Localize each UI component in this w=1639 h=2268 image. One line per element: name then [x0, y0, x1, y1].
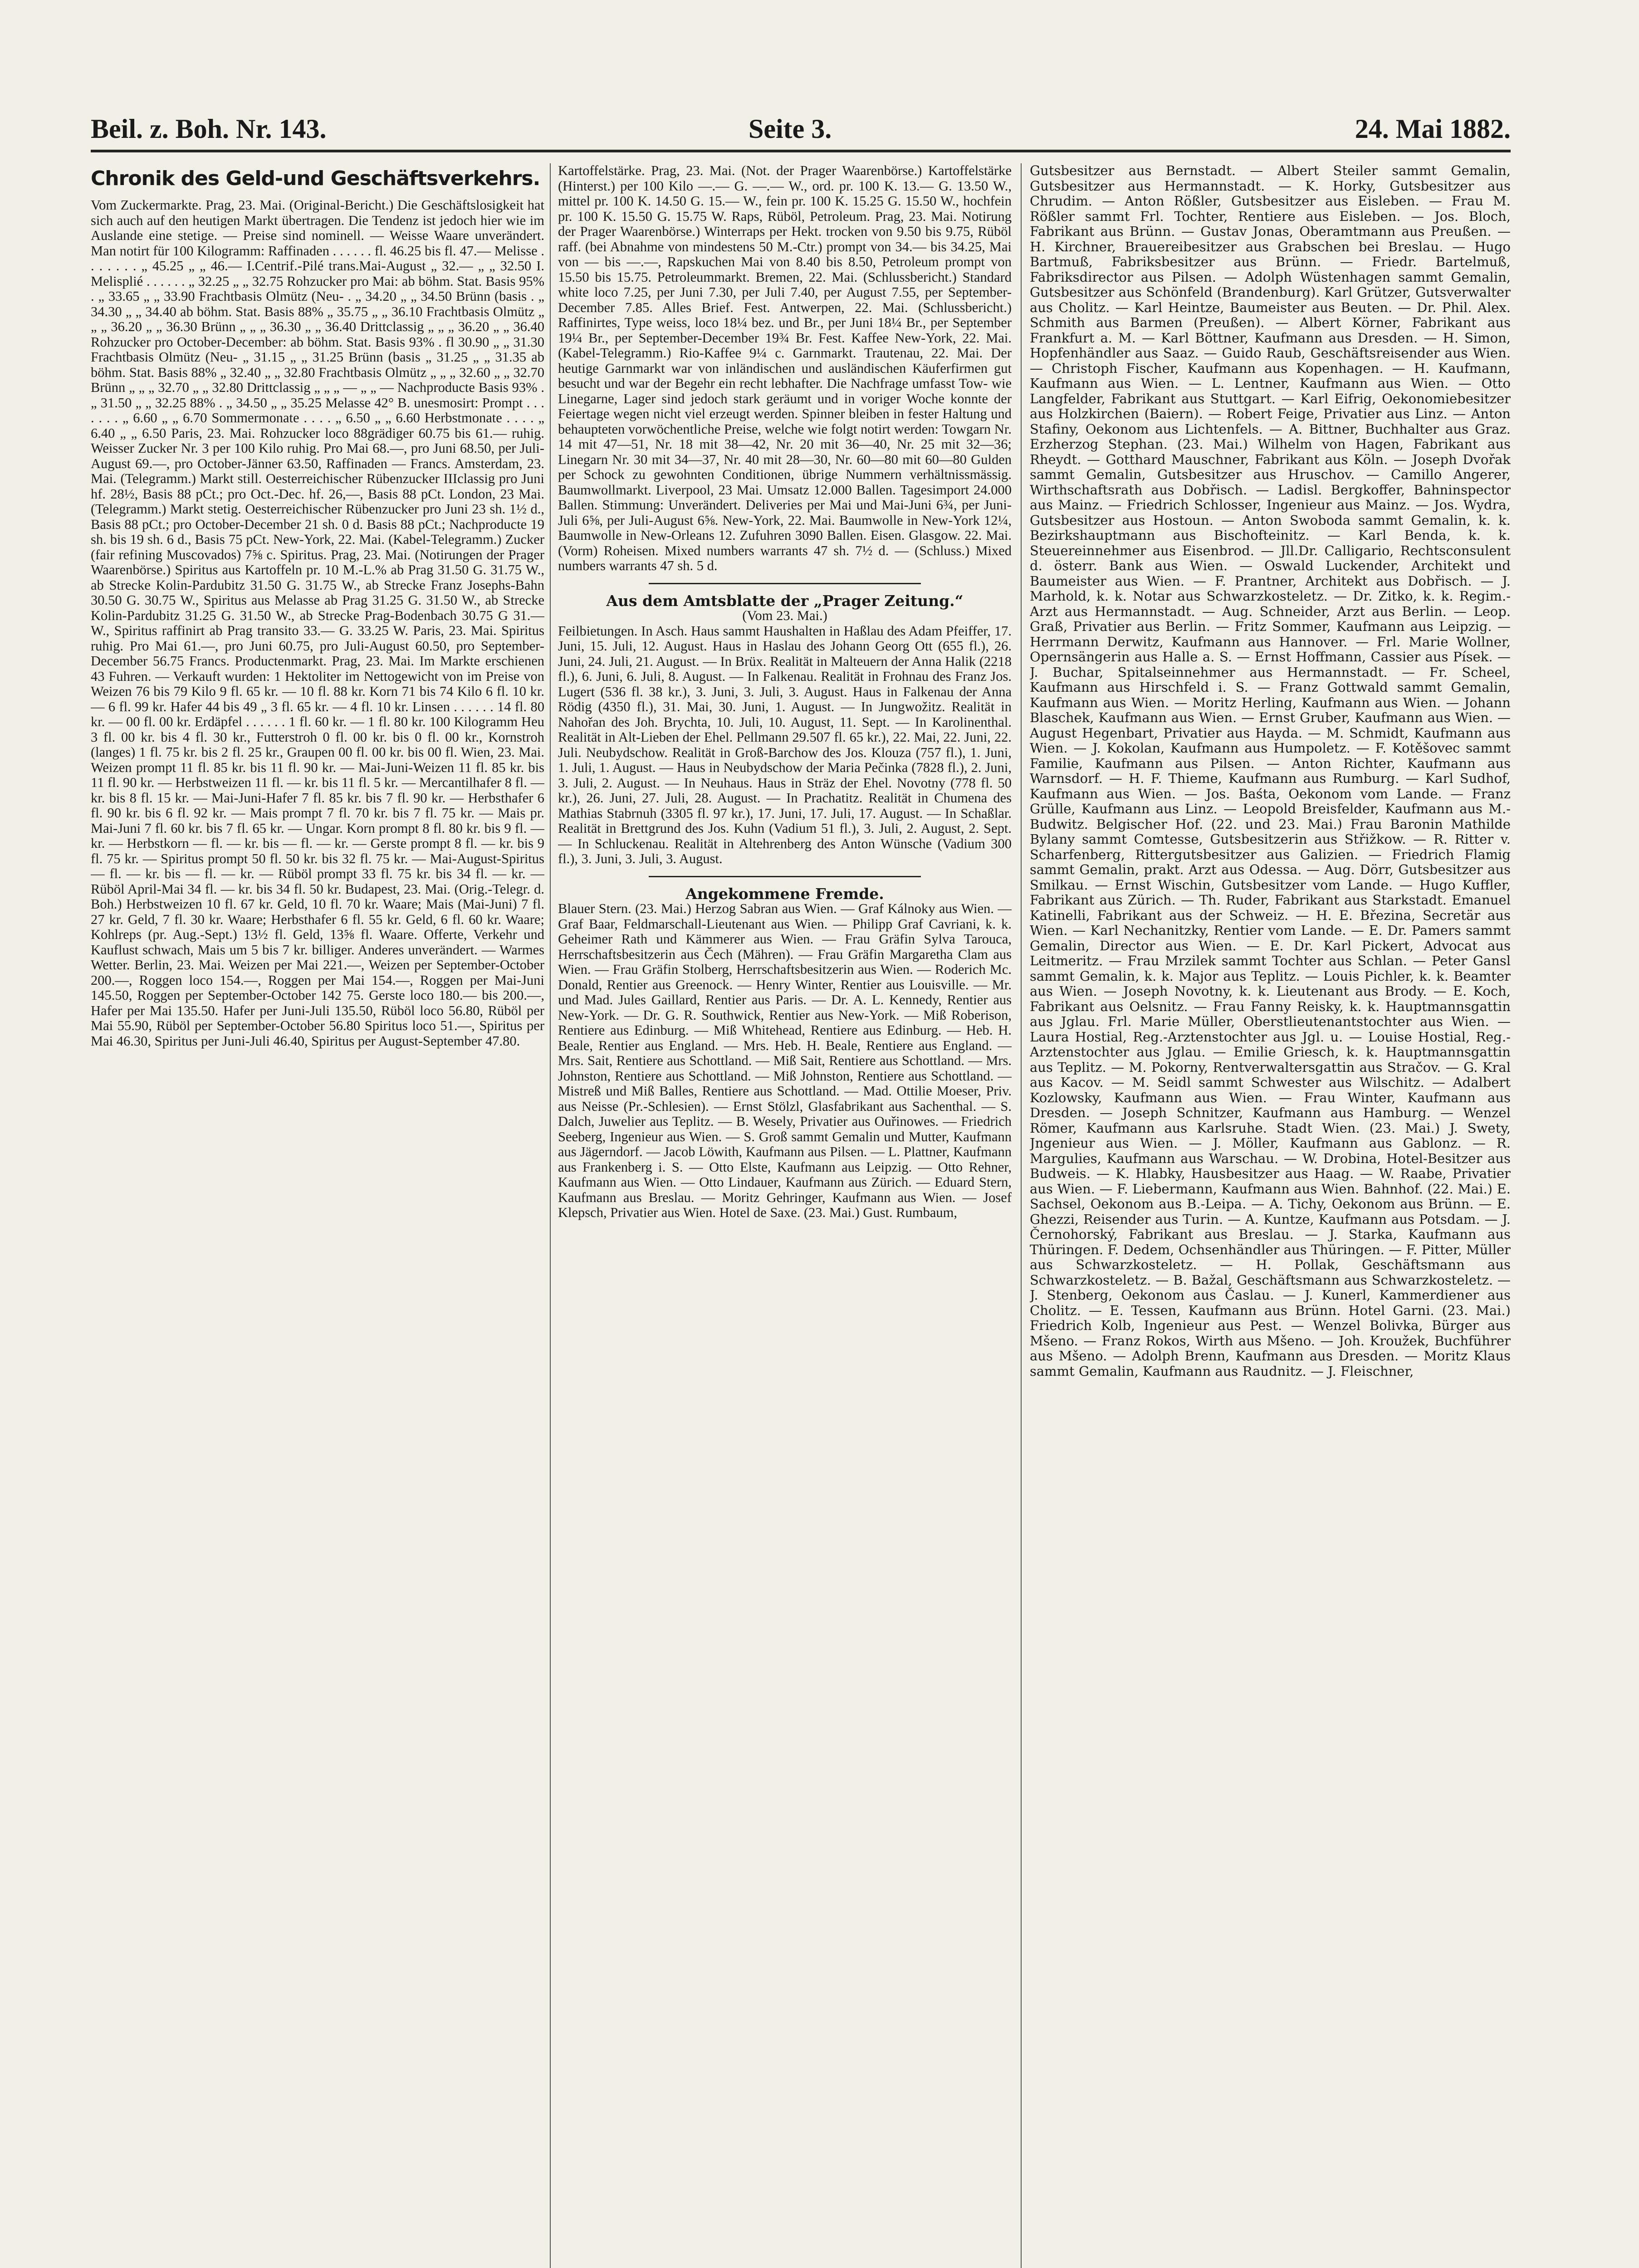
arrivals-continued-text: Gutsbesitzer aus Bernstadt. — Albert Steiler sammt Gemalin, Gutsbesitzer aus Hermannstadt. — K. Horky, Gutsbesitzer aus Chrudim. — Anton Rößler, Gutsbesitzer aus Eisleben. — Frau M. Rößler sammt Frl. Tochter, Rentiere aus Eisleben. — Jos. Bloch, Fabrikant aus Brünn. — Gustav Jonas, Oberamtmann aus Preußen. — H. Kirchner, Brauereibesitzer aus Grabschen bei Breslau. — Hugo Bartmuß, Fabriksbesitzer aus Brünn. — Friedr. Bartelmuß, Fabriksdirector aus Pilsen. — Adolph Wüstenhagen sammt Gemalin, Gutsbesitzer aus Schönfeld (Brandenburg). Karl Grützer, Gutsverwalter aus Cholitz. — Karl Heintze, Baumeister aus Beuten. — Dr. Phil. Alex. Schmith aus Barmen (Preußen). — Albert Körner, Fabrikant aus Frankfurt a. M. — Karl Böttner, Kaufmann aus Dresden. — H. Simon, Hopfenhändler aus Saaz. — Guido Raub, Geschäftsreisender aus Wien. — Christoph Fischer, Kaufmann aus Kopenhagen. — H. Kaufmann, Kaufmann aus Wien. — L. Lentner, Kaufmann aus Wien. — Otto Langfelder, Fabrikant aus Stuttgart. — Karl Eifrig, Oekonomiebesitzer aus Holzkirchen (Baiern). — Robert Feige, Privatier aus Linz. — Anton Stafiny, Oekonom aus Lichtenfels. — A. Bittner, Buchhalter aus Graz. Erzherzog Stephan. (23. Mai.) Wilhelm von Hagen, Fabrikant aus Rheydt. — Gotthard Mauschner, Fabrikant aus Köln. — Joseph Dvořak sammt Gemalin, Gutsbesitzer aus Hruschov. — Camillo Angerer, Wirthschaftsrath aus Dobřisch. — Ladisl. Bergkoffer, Bahninspector aus Mainz. — Friedrich Schlosser, Ingenieur aus Mainz. — Jos. Wydra, Gutsbesitzer aus Hostoun. — Anton Swoboda sammt Gemalin, k. k. Bezirkshauptmann aus Bischofteinitz. — Karl Benda, k. k. Steuereinnehmer aus Eisenbrod. — Jll.Dr. Calligario, Rechtsconsulent d. österr. Bank aus Wien. — Oswald Luckender, Architekt und Baumeister aus Wien. — F. Prantner, Architekt aus Dobřisch. — J. Marhold, k. k. Notar aus Schwarzkosteletz. — Dr. Zitko, k. k. Regim.-Arzt aus Hermannstadt. — Aug. Schneider, Arzt aus Berlin. — Leop. Graß, Privatier aus Berlin. — Fritz Sommer, Kaufmann aus Leipzig. — Herrmann Derwitz, Kaufmann aus Hannover. — Frl. Marie Wollner, Opernsängerin aus Halle a. S. — Ernst Hoffmann, Cassier aus Písek. — J. Buchar, Spitalseinnehmer aus Hermannstadt. — Fr. Scheel, Kaufmann aus Hirschfeld i. S. — Franz Gottwald sammt Gemalin, Kaufmann aus Wien. — Moritz Herling, Kaufmann aus Wien. — Johann Blaschek, Kaufmann aus Wien. — Ernst Gruber, Kaufmann aus Wien. — August Hegenbart, Privatier aus Hayda. — M. Schmidt, Kaufmann aus Wien. — J. Kokolan, Kaufmann aus Humpoletz. — F. Kotěšovec sammt Familie, Kaufmann aus Pilsen. — Anton Richter, Kaufmann aus Warnsdorf. — H. F. Thieme, Kaufmann aus Rumburg. — Karl Sudhof, Kaufmann aus Wien. — Jos. Baśta, Oekonom vom Lande. — Franz Grülle, Kaufmann aus Linz. — Leopold Breisfelder, Kaufmann aus M.-Budwitz. Belgischer Hof. (22. und 23. Mai.) Frau Baronin Mathilde Bylany sammt Comtesse, Gutsbesitzerin aus Střižkow. — R. Ritter v. Scharfenberg, Rittergutsbesitzer aus Galizien. — Friedrich Flamig sammt Gemalin, prakt. Arzt aus Odessa. — Aug. Dörr, Gutsbesitzer aus Smilkau. — Ernst Wischin, Gutsbesitzer vom Lande. — Hugo Kuffler, Fabrikant aus Zürich. — Th. Ruder, Fabrikant aus Starkstadt. Emanuel Katinelli, Fabrikant aus der Schweiz. — H. E. Březina, Secretär aus Wien. — Karl Nechanitzky, Rentier vom Lande. — E. Dr. Pamers sammt Gemalin, Director aus Wien. — E. Dr. Karl Pickert, Advocat aus Leitmeritz. — Frau Mrzilek sammt Tochter aus Schlan. — Peter Gansl sammt Gemalin, k. k. Major aus Teplitz. — Louis Pichler, k. k. Beamter aus Wien. — Joseph Novotny, k. k. Lieutenant aus Brody. — E. Koch, Fabrikant aus Oelsnitz. — Frau Fanny Reisky, k. k. Hauptmannsgattin aus Jglau. Frl. Marie Müller, Oberstlieutenantstochter aus Wien. — Laura Hostial, Reg.-Arztenstochter aus Jgl. u. — Louise Hostial, Reg.-Arztenstochter aus Jglau. — Emilie Griesch, k. k. Hauptmannsgattin aus Teplitz. — M. Pokorny, Rentverwaltersgattin aus Stračov. — G. Kral aus Kacov. — M. Seidl sammt Schwester aus Wilschitz. — Adalbert Kozlowsky, Kaufmann aus Wien. — Frau Winter, Kaufmann aus Dresden. — Joseph Schnitzer, Kaufmann aus Hamburg. — Wenzel Römer, Kaufmann aus Karlsruhe. Stadt Wien. (23. Mai.) J. Swety, Jngenieur aus Wien. — J. Möller, Kaufmann aus Gablonz. — R. Margulies, Kaufmann aus Warschau. — W. Drobina, Hotel-Besitzer aus Budweis. — K. Hlabky, Hausbesitzer aus Haag. — W. Raabe, Privatier aus Wien. — F. Liebermann, Kaufmann aus Wien. Bahnhof. (22. Mai.) E. Sachsel, Oekonom aus B.-Leipa. — A. Tichy, Oekonom aus Brünn. — E. Ghezzi, Reisender aus Turin. — A. Kuntze, Kaufmann aus Potsdam. — J. Černohorský, Fabrikant aus Breslau. — J. Starka, Kaufmann aus Thüringen. F. Dedem, Ochsenhändler aus Thüringen. — F. Pitter, Müller aus Schwarzkosteletz. — H. Pollak, Geschäftsmann aus Schwarzkosteletz. — B. Bažal, Geschäftsmann aus Schwarzkosteletz. — J. Stenberg, Oekonom aus Časlau. — J. Kunerl, Kammerdiener aus Cholitz. — E. Tessen, Kaufmann aus Brünn. Hotel Garni. (23. Mai.) Friedrich Kolb, Ingenieur aus Pest. — Wenzel Bolivka, Bürger aus Mšeno. — Franz Rokos, Wirth aus Mšeno. — Joh. Kroužek, Buchführer aus Mšeno. — Adolph Brenn, Kaufmann aus Dresden. — Moritz Klaus sammt Gemalin, Kaufmann aus Raudnitz. — J. Fleischner,: [1030, 163, 1511, 1379]
header-page-number: Seite 3.: [749, 114, 832, 144]
column-arrivals-continued: [1030, 163, 1511, 2268]
header-rule: [91, 150, 1511, 152]
commodity-reports-text: Kartoffelstärke. Prag, 23. Mai. (Not. der Prager Waarenbörse.) Kartoffelstärke (Hinterst.) per 100 Kilo —.— G. —.— W., ord. pr. 100 K. 13.— G. 13.50 W., mittel pr. 100 K. 14.50 G. 15.— W., fein pr. 100 K. 15.25 G. 15.50 W., hochfein pr. 100 K. 15.50 G. 15.75 W. Raps, Rüböl, Petroleum. Prag, 23. Mai. Notirung der Prager Waarenbörse.) Winterraps per Hekt. trocken von 9.50 bis 9.75, Rüböl raff. (bei Abnahme von mindestens 50 M.-Ctr.) prompt von 34.— bis 34.25, Mai von — bis —.—, Rapskuchen Mai von 8.40 bis 8.50, Petroleum prompt von 15.50 bis 15.75. Petroleummarkt. Bremen, 22. Mai. (Schlussbericht.) Standard white loco 7.25, per Juni 7.30, per Juli 7.40, per August 7.55, per September-December 7.85. Alles Brief. Fest. Antwerpen, 22. Mai. (Schlussbericht.) Raffinirtes, Type weiss, loco 18¼ bez. und Br., per Juni 18¼ Br., per September 19¼ Br., per September-December 19¾ Br. Fest. Kaffee New-York, 22. Mai. (Kabel-Telegramm.) Rio-Kaffee 9¼ c. Garnmarkt. Trautenau, 22. Mai. Der heutige Garnmarkt war von inländischen und ausländischen Käuferfirmen gut besucht und war der Begehr ein recht lebhafter. Die Nachfrage umfasst Tow- wie Linegarne, Lager sind jedoch stark geräumt und in voriger Woche konnte der Feiertage wegen nicht viel erzeugt werden. Spinner bleiben in fester Haltung und behaupteten vorwöchentliche Preise, welche wie folgt notirt werden: Towgarn Nr. 14 mit 47—51, Nr. 18 mit 38—42, Nr. 20 mit 36—40, Nr. 25 mit 32—36; Linegarn Nr. 30 mit 34—37, Nr. 40 mit 28—30, Nr. 60—80 mit 60—80 Gulden per Schock zu gewohnten Conditionen, übrige Nummern verhältnissmässig. Baumwollmarkt. Liverpool, 23 Mai. Umsatz 12.000 Ballen. Tagesimport 24.000 Ballen. Stimmung: Unverändert. Deliveries per Mai und Mai-Juni 6¾, per Juni-Juli 6⅝, per Juli-August 6⅝. New-York, 22. Mai. Baumwolle in New-York 12¼, Baumwolle in New-Orleans 12. Zufuhren 3090 Ballen. Eisen. Glasgow. 22. Mai. (Vorm) Roheisen. Mixed numbers warrants 47 sh. 7½ d. — (Schluss.) Mixed numbers warrants 47 sh. 5 d.: [558, 163, 1012, 573]
market-reports-text: Vom Zuckermarkte. Prag, 23. Mai. (Original-Bericht.) Die Geschäftslosigkeit hat sich auch auf den heutigen Markt übertragen. Die Tendenz ist jedoch hier wie im Auslande eine stetige. — Preise sind nominell. — Weisse Waare unverändert. Man notirt für 100 Kilogramm: Raffinaden . . . . . . fl. 46.25 bis fl. 47.— Melisse . . . . . . . „ 45.25 „ „ 46.— I.Centrif.-Pilé trans.Mai-August „ 32.— „ „ 32.50 I. Melisplié . . . . . . „ 32.25 „ „ 32.75 Rohzucker pro Mai: ab böhm. Stat. Basis 95% . „ 33.65 „ „ 33.90 Frachtbasis Olmütz (Neu- . „ 34.20 „ „ 34.50 Brünn (basis . „ 34.30 „ „ 34.40 ab böhm. Stat. Basis 88% „ 35.75 „ „ 36.10 Frachtbasis Olmütz „ „ „ 36.20 „ „ 36.30 Brünn „ „ „ 36.30 „ „ 36.40 Drittclassig „ „ „ 36.20 „ „ 36.40 Rohzucker pro October-December: ab böhm. Stat. Basis 93% . fl 30.90 „ „ 31.30 Frachtbasis Olmütz (Neu- „ 31.15 „ „ 31.25 Brünn (basis „ 31.25 „ „ 31.35 ab böhm. Stat. Basis 88% „ 32.40 „ „ 32.80 Frachtbasis Olmütz „ „ „ 32.60 „ „ 32.70 Brünn „ „ „ 32.70 „ „ 32.80 Drittclassig „ „ „ — „ „ — Nachproducte Basis 93% . „ 31.50 „ „ 32.25 88% . „ 34.50 „ „ 35.25 Melasse 42° B. unesmosirt: Prompt . . . . . . . „ 6.60 „ „ 6.70 Sommermonate . . . . „ 6.50 „ „ 6.60 Herbstmonate . . . . „ 6.40 „ „ 6.50 Paris, 23. Mai. Rohzucker loco 88grädiger 60.75 bis 61.— ruhig. Weisser Zucker Nr. 3 per 100 Kilo ruhig. Pro Mai 68.—, pro Juni 68.50, per Juli-August 69.—, pro October-Jänner 63.50, Raffinaden — Francs. Amsterdam, 23. Mai. (Telegramm.) Markt still. Oesterreichischer Rübenzucker IIIclassig pro Juni hf. 28½, Basis 88 pCt.; pro Oct.-Dec. hf. 26,—, Basis 88 pCt. London, 23 Mai. (Telegramm.) Markt stetig. Oesterreichischer Rübenzucker pro Juni 23 sh. 1½ d., Basis 88 pCt.; pro October-December 21 sh. 0 d. Basis 88 pCt.; Nachproducte 19 sh. bis 19 sh. 6 d., Basis 75 pCt. New-York, 22. Mai. (Kabel-Telegramm.) Zucker (fair refining Muscovados) 7⅝ c. Spiritus. Prag, 23. Mai. (Notirungen der Prager Waarenbörse.) Spiritus aus Kartoffeln pr. 10 M.-L.% ab Prag 31.50 G. 31.75 W., ab Strecke Kolin-Pardubitz 31.50 G. 31.75 W., ab Strecke Franz Josephs-Bahn 30.50 G. 30.75 W., Spiritus aus Melasse ab Prag 31.25 G. 31.50 W., ab Strecke Kolin-Pardubitz 31.25 G. 31.50 W., ab Strecke Prag-Bodenbach 30.75 G 31.— W., Spiritus raffinirt ab Prag transito 33.— G. 33.25 W. Paris, 23. Mai. Spiritus ruhig. Pro Mai 61.—, pro Juni 60.75, pro Juli-August 60.50, pro September-December 56.75 Francs. Productenmarkt. Prag, 23. Mai. Im Markte erschienen 43 Fuhren. — Verkauft wurden: 1 Hektoliter im Nettogewicht von im Preise von Weizen 76 bis 79 Kilo 9 fl. 65 kr. — 10 fl. 88 kr. Korn 71 bis 74 Kilo 6 fl. 10 kr. — 6 fl. 99 kr. Hafer 44 bis 49 „ 3 fl. 65 kr. — 4 fl. 10 kr. Linsen . . . . . . 14 fl. 80 kr. — 00 fl. 00 kr. Erdäpfel . . . . . . 1 fl. 60 kr. — 1 fl. 80 kr. 100 Kilogramm Heu 3 fl. 00 kr. bis 4 fl. 30 kr., Futterstroh 0 fl. 00 kr. bis 0 fl. 00 kr., Kornstroh (langes) 1 fl. 75 kr. bis 2 fl. 25 kr., Graupen 00 fl. 00 kr. bis 00 fl. Wien, 23. Mai. Weizen prompt 11 fl. 85 kr. bis 11 fl. 90 kr. — Mai-Juni-Weizen 11 fl. 85 kr. bis 11 fl. 90 kr. — Herbstweizen 11 fl. — kr. bis 11 fl. 5 kr. — Mercantilhafer 8 fl. — kr. bis 8 fl. 15 kr. — Mai-Juni-Hafer 7 fl. 85 kr. bis 7 fl. 90 kr. — Herbsthafer 6 fl. 90 kr. bis 6 fl. 92 kr. — Mais prompt 7 fl. 70 kr. bis 7 fl. 75 kr. — Mais pr. Mai-Juni 7 fl. 60 kr. bis 7 fl. 65 kr. — Ungar. Korn prompt 8 fl. 80 kr. bis 9 fl. — kr. — Herbstkorn — fl. — kr. bis — fl. — kr. — Gerste prompt 8 fl. — kr. bis 9 fl. 75 kr. — Spiritus prompt 50 fl. 50 kr. bis 32 fl. 75 kr. — Mai-August-Spiritus — fl. — kr. bis — fl. — kr. — Rüböl prompt 33 fl. 75 kr. bis 34 fl. — kr. — Rüböl April-Mai 34 fl. — kr. bis 34 fl. 50 kr. Budapest, 23. Mai. (Orig.-Telegr. d. Boh.) Herbstweizen 10 fl. 67 kr. Geld, 10 fl. 70 kr. Waare; Mais (Mai-Juni) 7 fl. 27 kr. Geld, 7 fl. 30 kr. Waare; Herbsthafer 6 fl. 55 kr. Geld, 6 fl. 60 kr. Waare; Kohlreps (pr. Aug.-Sept.) 13½ fl. Geld, 13⅝ fl. Waare. Offerte, Verkehr und Kauflust schwach, Mais um 5 bis 7 kr. billiger. Anderes unverändert. — Warmes Wetter. Berlin, 23. Mai. Weizen per Mai 221.—, Weizen per September-October 200.—, Roggen loco 154.—, Roggen per Mai 154.—, Roggen per Mai-Juni 145.50, Roggen per September-October 142 75. Gerste loco 180.— bis 200.—, Hafer per Mai 135.50. Hafer per Juni-Juli 135.50, Rüböl loco 56.80, Rüböl per Mai 55.90, Rüböl per September-October 56.80 Spiritus loco 51.—, Spiritus per Mai 46.30, Spiritus per Juni-Juli 46.40, Spiritus per August-September 47.80.: [91, 197, 544, 1049]
column-commodity-and-official: [558, 163, 1012, 2268]
column-divider-2: [1021, 163, 1022, 2268]
header-issue: Beil. z. Boh. Nr. 143.: [91, 114, 327, 144]
auctions-text: Feilbietungen. In Asch. Haus sammt Haushalten in Haßlau des Adam Pfeiffer, 17. Juni, 15. Juli, 12. August. Haus in Haslau des Johann Georg Ott (655 fl.), 26. Juni, 24. Juli, 21. August. — In Brüx. Realität in Malteuern der Anna Halik (2218 fl.), 6. Juni, 6. Juli, 8. August. — In Falkenau. Realität in Frohnau des Franz Jos. Lugert (536 fl. 38 kr.), 3. Juni, 3. Juli, 3. August. Haus in Falkenau der Anna Rödig (4350 fl.), 31. Mai, 30. Juni, 1. August. — In Jungwožitz. Realität in Nahořan des Joh. Brychta, 10. Juli, 10. August, 11. Sept. — In Karolinenthal. Realität in Alt-Lieben der Ehel. Pellmann 29.507 fl. 65 kr.), 22. Mai, 22. Juni, 22. Juli. Neubydschow. Realität in Groß-Barchow des Jos. Klouza (757 fl.), 1. Juni, 1. Juli, 1. August. — Haus in Neubydschow der Maria Pečinka (7828 fl.), 2. Juni, 3. Juli, 2. August. — In Neuhaus. Haus in Sträz der Ehel. Novotny (778 fl. 50 kr.), 26. Juni, 27. Juli, 28. August. — In Prachatitz. Realität in Chumena des Mathias Stabrnuh (3305 fl. 97 kr.), 17. Juni, 17. Juli, 17. August. — In Schaßlar. Realität in Brettgrund des Jos. Kuhn (Vadium 51 fl.), 3. Juli, 2. August, 2. Sept. — In Schluckenau. Realität in Altehrenberg des Anton Wünsche (Vadium 300 fl.), 3. Juni, 3. Juli, 3. August.: [558, 623, 1012, 866]
column-divider-1: [550, 163, 551, 2268]
section-divider: [649, 583, 921, 584]
section-title-market: Chronik des Geld-und Geschäftsverkehrs.: [91, 167, 540, 190]
section-title-arrivals: Angekommene Fremde.: [685, 885, 884, 903]
section-title-official-gazette: Aus dem Amtsblatte der „Prager Zeitung.“: [606, 591, 964, 610]
arrivals-text: Blauer Stern. (23. Mai.) Herzog Sabran aus Wien. — Graf Kálnoky aus Wien. — Graf Baar, Feldmarschall-Lieutenant aus Wien. — Philipp Graf Cavriani, k. k. Geheimer Rath und Kämmerer aus Wien. — Frau Gräfin Sylva Tarouca, Herrschaftsbesitzerin aus Čech (Mähren). — Frau Gräfin Margaretha Clam aus Wien. — Frau Gräfin Stolberg, Herrschaftsbesitzerin aus Wien. — Roderich Mc. Donald, Rentier aus Greenock. — Henry Winter, Rentier aus Louisville. — Mr. und Mad. Jules Gaillard, Rentier aus Paris. — Dr. A. L. Kennedy, Rentier aus New-York. — Dr. G. R. Southwick, Rentier aus New-York. — Miß Roberison, Rentiere aus Edinburg. — Miß Whitehead, Rentiere aus Edinburg. — Heb. H. Beale, Rentier aus England. — Mrs. Heb. H. Beale, Rentiere aus England. — Mrs. Sait, Rentiere aus Schottland. — Miß Sait, Rentiere aus Schottland. — Mrs. Johnston, Rentiere aus Schottland. — Miß Johnston, Rentiere aus Schottland. — Mistreß und Miß Balles, Rentiere aus Schottland. — Mad. Ottilie Moeser, Priv. aus Neisse (Pr.-Schlesien). — Ernst Stölzl, Glasfabrikant aus Sachenthal. — S. Dalch, Juwelier aus Teplitz. — B. Wesely, Privatier aus Ouřinowes. — Friedrich Seeberg, Ingenieur aus Wien. — S. Groß sammt Gemalin und Mutter, Kaufmann aus Jägerndorf. — Jacob Löwith, Kaufmann aus Pilsen. — L. Plattner, Kaufmann aus Frankenberg i. S. — Otto Elste, Kaufmann aus Leipzig. — Otto Rehner, Kaufmann aus Wien. — Otto Lindauer, Kaufmann aus Zürich. — Eduard Stern, Kaufmann aus Breslau. — Moritz Gehringer, Kaufmann aus Wien. — Josef Klepsch, Privatier aus Wien. Hotel de Saxe. (23. Mai.) Gust. Rumbaum,: [558, 901, 1012, 1220]
column-market-chronicle: [91, 163, 544, 2268]
page-header: [91, 113, 1511, 150]
section-divider: [649, 876, 921, 877]
header-date: 24. Mai 1882.: [1355, 114, 1511, 144]
section-date: (Vom 23. Mai.): [742, 608, 827, 623]
